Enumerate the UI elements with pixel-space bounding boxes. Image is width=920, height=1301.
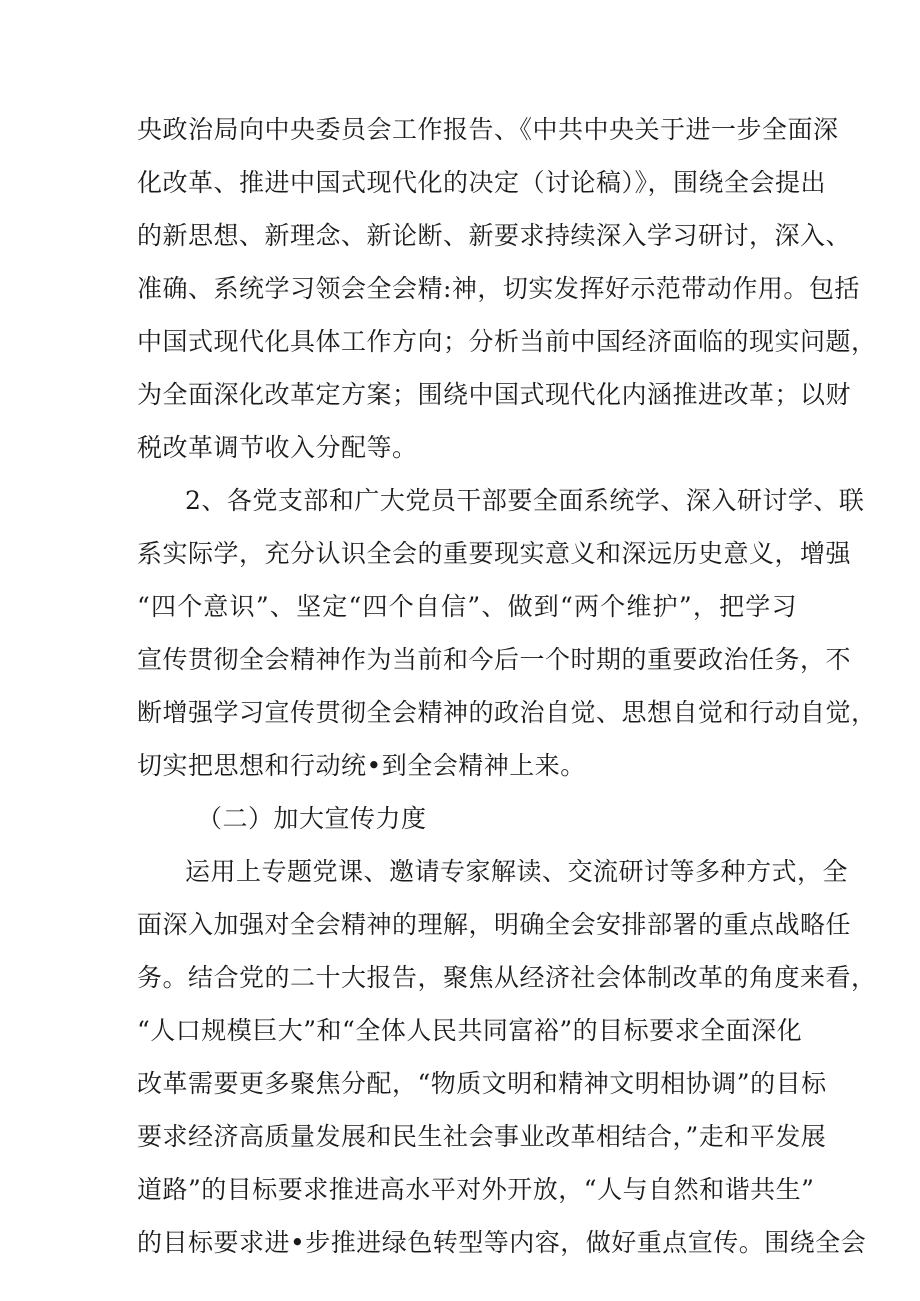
paragraph-2-line-3: “四个意识”、坚定“四个自信”、做到“两个维护”，把学习 bbox=[137, 592, 797, 621]
paragraph-1-line-2: 化改革、推进中国式现代化的决定（讨论稿）》，围绕全会提出 bbox=[137, 168, 827, 197]
paragraph-2-line-5: 断增强学习宣传贯彻全会精神的政治自觉、思想自觉和行动自觉， bbox=[137, 698, 877, 727]
paragraph-1-line-1: 央政治局向中央委员会工作报告、《中共中央关于进一步全面深 bbox=[137, 115, 839, 144]
paragraph-2-line-6: 切实把思想和行动统•到全会精神上来。 bbox=[137, 751, 586, 780]
paragraph-3-line-8: 的目标要求进•步推进绿色转型等内容，做好重点宣传。围绕全会 bbox=[137, 1228, 867, 1257]
paragraph-3-line-1: 运用上专题党课、邀请专家解读、交流研讨等多种方式，全 bbox=[185, 857, 849, 886]
paragraph-1-line-5: 中国式现代化具体工作方向；分析当前中国经济面临的现实问题， bbox=[137, 327, 877, 356]
paragraph-3-line-2: 面深入加强对全会精神的理解，明确全会安排部署的重点战略任 bbox=[137, 910, 852, 939]
paragraph-3-line-4: “人口规模巨大”和“全体人民共同富裕”的目标要求全面深化 bbox=[137, 1016, 803, 1045]
paragraph-1-line-3: 的新思想、新理念、新论断、新要求持续深入学习研讨，深入、 bbox=[137, 221, 852, 250]
paragraph-2-line-4: 宣传贯彻全会精神作为当前和今后一个时期的重要政治任务，不 bbox=[137, 645, 852, 674]
paragraph-2-line-1: 2、各党支部和广大党员干部要全面系统学、深入研讨学、联 bbox=[185, 486, 865, 515]
section-heading: （二）加大宣传力度 bbox=[197, 804, 427, 833]
paragraph-1-line-7: 税改革调节收入分配等。 bbox=[137, 433, 418, 462]
paragraph-1-line-6: 为全面深化改革定方案；围绕中国式现代化内涵推进改革；以财 bbox=[137, 380, 852, 409]
paragraph-1-line-4: 准确、系统学习领会全会精:神，切实发挥好示范带动作用。包括 bbox=[137, 274, 860, 303]
paragraph-3-line-6: 要求经济高质量发展和民生社会事业改革相结合，”走和平发展 bbox=[137, 1122, 827, 1151]
paragraph-3-line-5: 改革需要更多聚焦分配，“物质文明和精神文明相协调”的目标 bbox=[137, 1069, 827, 1098]
paragraph-3-line-3: 务。结合党的二十大报告，聚焦从经济社会体制改革的角度来看， bbox=[137, 963, 877, 992]
paragraph-3-line-7: 道路”的目标要求推进高水平对外开放，“人与自然和谐共生” bbox=[137, 1175, 815, 1204]
paragraph-2-line-2: 系实际学，充分认识全会的重要现实意义和深远历史意义，增强 bbox=[137, 539, 852, 568]
